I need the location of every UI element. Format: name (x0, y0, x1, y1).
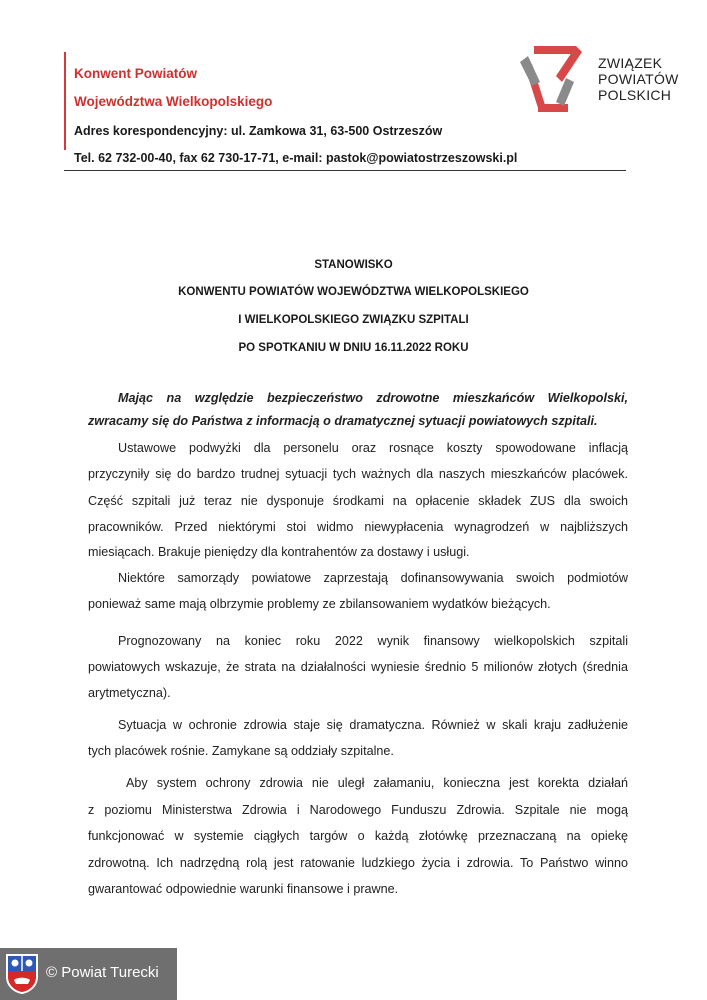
copyright-watermark (0, 948, 177, 1000)
paragraph-line: tych placówek rośnie. Zamykane są oddziały szpitalne. (88, 744, 394, 758)
paragraph-line: Niektóre samorządy powiatowe zaprzestają dofinansowywania swoich podmiotów (118, 571, 628, 585)
contact-details: Tel. 62 732-00-40, fax 62 730-17-71, e-mail: pastok@powiatostrzeszowski.pl (74, 151, 518, 165)
paragraph-line: z poziomu Ministerstwa Zdrowia i Narodowego Funduszu Zdrowia. Szpitale nie mogą (88, 803, 628, 817)
paragraph-line: Aby system ochrony zdrowia nie uległ załamaniu, konieczna jest korekta działań (126, 776, 628, 790)
document-title-line-3: I WIELKOPOLSKIEGO ZWIĄZKU SZPITALI (238, 314, 469, 326)
lead-line: zwracamy się do Państwa z informacją o dramatycznej sytuacji powiatowych szpitali. (88, 414, 598, 428)
organization-name-line-1: Konwent Powiatów (74, 66, 197, 81)
paragraph-line: zdrowotną. Ich nadrzędną rolą jest ratowanie ludzkiego życia i zdrowia. To Państwo winno (88, 856, 628, 870)
paragraph-line: przyczyniły się do bardzo trudnej sytuacji tych ważnych dla naszych mieszkańców placówek. (88, 467, 628, 481)
zpp-logo-text (598, 55, 679, 103)
correspondence-address: Adres korespondencyjny: ul. Zamkowa 31, 63-500 Ostrzeszów (74, 124, 443, 138)
header-divider (64, 170, 626, 171)
paragraph-line: Ustawowe podwyżki dla personelu oraz rosnące koszty spowodowane inflacją (118, 441, 628, 455)
coat-of-arms-icon (5, 953, 39, 995)
paragraph-line: funkcjonować w systemie ciągłych targów o każdą złotówkę przeznaczaną na opiekę (88, 829, 628, 843)
paragraph-line: Część szpitali już teraz nie dysponuje środkami na opłacenie składek ZUS dla swoich (88, 494, 628, 508)
paragraph-line: arytmetyczna). (88, 686, 171, 700)
paragraph-line: miesiącach. Brakuje pieniędzy dla kontrahentów za dostawy i usługi. (88, 545, 470, 559)
paragraph-line: Prognozowany na koniec roku 2022 wynik finansowy wielkopolskich szpitali (118, 634, 628, 648)
paragraph-line: gwarantować odpowiednie warunki finansowe i prawne. (88, 882, 399, 896)
zpp-logo-icon (520, 42, 582, 112)
logo-text-line-1: ZWIĄZEK (598, 55, 663, 71)
paragraph-line: powiatowych wskazuje, że strata na działalności wyniesie średnio 5 milionów złotych (średnia (88, 660, 628, 674)
logo-text-line-3: POLSKICH (598, 87, 672, 103)
header-accent-bar (64, 52, 66, 150)
paragraph-line: pracowników. Przed niektórymi stoi widmo niewypłacenia wynagrodzeń w najbliższych (88, 520, 628, 534)
paragraph-line: Sytuacja w ochronie zdrowia staje się dramatyczna. Również w skali kraju zadłużenie (118, 718, 628, 732)
organization-name-line-2: Województwa Wielkopolskiego (74, 94, 273, 109)
logo-text-line-2: POWIATÓW (598, 71, 679, 87)
document-title-line-1: STANOWISKO (314, 259, 393, 271)
document-title-line-4: PO SPOTKANIU W DNIU 16.11.2022 ROKU (238, 342, 469, 354)
lead-line: Mając na względzie bezpieczeństwo zdrowotne mieszkańców Wielkopolski, (118, 391, 628, 405)
document-title-line-2: KONWENTU POWIATÓW WOJEWÓDZTWA WIELKOPOLSKIEGO (178, 286, 529, 298)
copyright-text: © Powiat Turecki (46, 964, 159, 981)
paragraph-line: ponieważ same mają olbrzymie problemy ze zbilansowaniem wydatków bieżących. (88, 597, 551, 611)
